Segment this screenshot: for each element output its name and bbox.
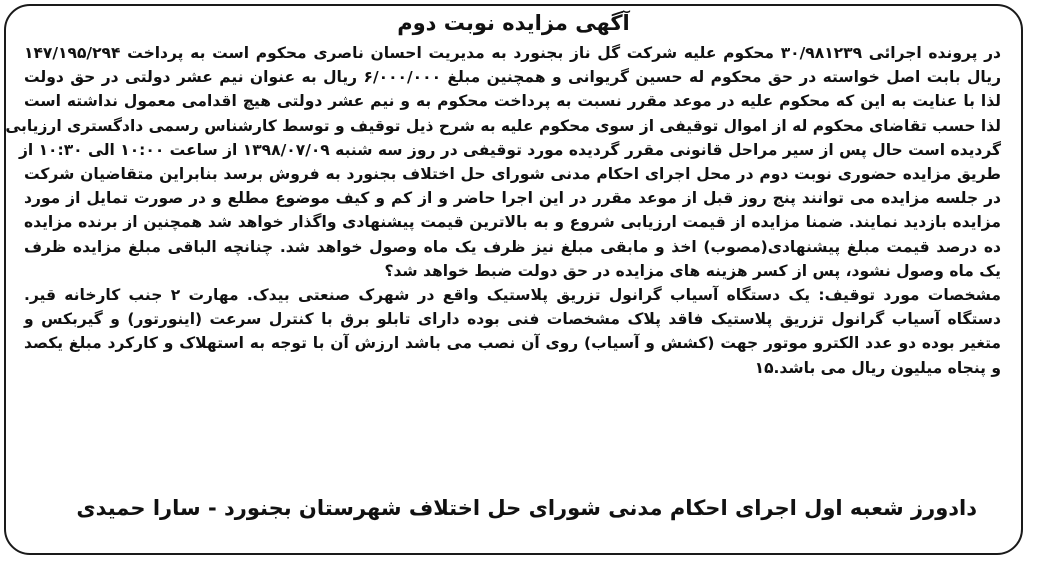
text-line: یک ماه وصول نشود، پس از کسر هزینه های مزایده در حق دولت ضبط خواهد شد؟ — [384, 261, 1001, 280]
notice-frame — [4, 4, 1023, 555]
text-line: متغیر بوده دو عدد الکترو موتور جهت (کشش و آسیاب) روی آن نصب می باشد ارزش آن با توجه به استهلاک و کارکرد مبلغ یکصد — [24, 334, 1001, 353]
text-line: در پرونده اجرائی ۳۰/۹۸۱۲۳۹ محکوم علیه شرکت گل ناز بجنورد به مدیریت احسان ناصری محکوم است به پرداخت ۱۴۷/۱۹۵/۲۹۴ — [24, 44, 1002, 62]
text-line: گردیده است حال پس از سیر مراحل قانونی مقرر گردیده مورد توقیفی در روز سه شنبه ۱۳۹۸/۰۷/۰۹ از ساعت ۱۰:۰۰ الی ۱۰:۳۰ از — [18, 140, 1001, 159]
auction-details-paragraph — [5, 41, 1002, 283]
text-line: ریال بابت اصل خواسته در حق محکوم له حسین گریوانی و همچنین مبلغ ۶/۰۰۰/۰۰۰ ریال به عنوان نیم عشر دولتی در حق دولت — [24, 68, 1001, 87]
text-line: مشخصات مورد توقیف: یک دستگاه آسیاب گرانول تزریق پلاستیک واقع در شهرک صنعتی بیدک. مهارت ۲ جنب کارخانه قیر. — [24, 286, 1001, 305]
text-line: و پنجاه میلیون ریال می باشد.۱۵ — [754, 358, 1001, 377]
notice-title: آگهی مزایده نوبت دوم — [397, 11, 630, 35]
text-line: طریق مزایده حضوری نوبت دوم در محل اجرای احکام مدنی شورای حل اختلاف بجنورد به فروش برسد بنابراین متقاضیان شرکت — [24, 165, 1001, 184]
signature-line: دادورز شعبه اول اجرای احکام مدنی شورای حل اختلاف شهرستان بجنورد - سارا حمیدی — [76, 496, 977, 520]
seized-item-specs-paragraph — [24, 283, 1001, 380]
text-line: لذا با عنایت به این که محکوم علیه در موعد مقرر نسبت به پرداخت محکوم به و نیم عشر دولتی هیچ اقدامی معمول نداشته است — [24, 92, 1001, 111]
notice-body — [5, 41, 1002, 380]
text-line: مزایده بازدید نمایند. ضمنا مزایده از قیمت ارزیابی شروع و به بالاترین قیمت پیشنهادی واگذار خواهد شد همچنین از برنده مزایده — [24, 213, 1001, 232]
text-line: دستگاه آسیاب گرانول تزریق پلاستیک فاقد پلاک مشخصات فنی بوده دارای تابلو برق با کنترل سرعت (اینورتور) و گیربکس و — [24, 310, 1001, 329]
text-line: لذا حسب تقاضای محکوم له از اموال توقیفی از سوی محکوم علیه به شرح ذیل توقیف و توسط کارشناس رسمی دادگستری ارزیابی — [5, 116, 1001, 135]
text-line: ده درصد قیمت مبلغ پیشنهادی(مصوب) اخذ و مابقی مبلغ نیز ظرف یک ماه وصول خواهد شد. چنانچه الباقی مبلغ مزایده ظرف — [24, 237, 1001, 256]
text-line: در جلسه مزایده می توانند پنج روز قبل از موعد مقرر در این اجرا حاضر و از کم و کیف موضوع مطلع و در صورت تمایل از مورد — [24, 189, 1001, 208]
